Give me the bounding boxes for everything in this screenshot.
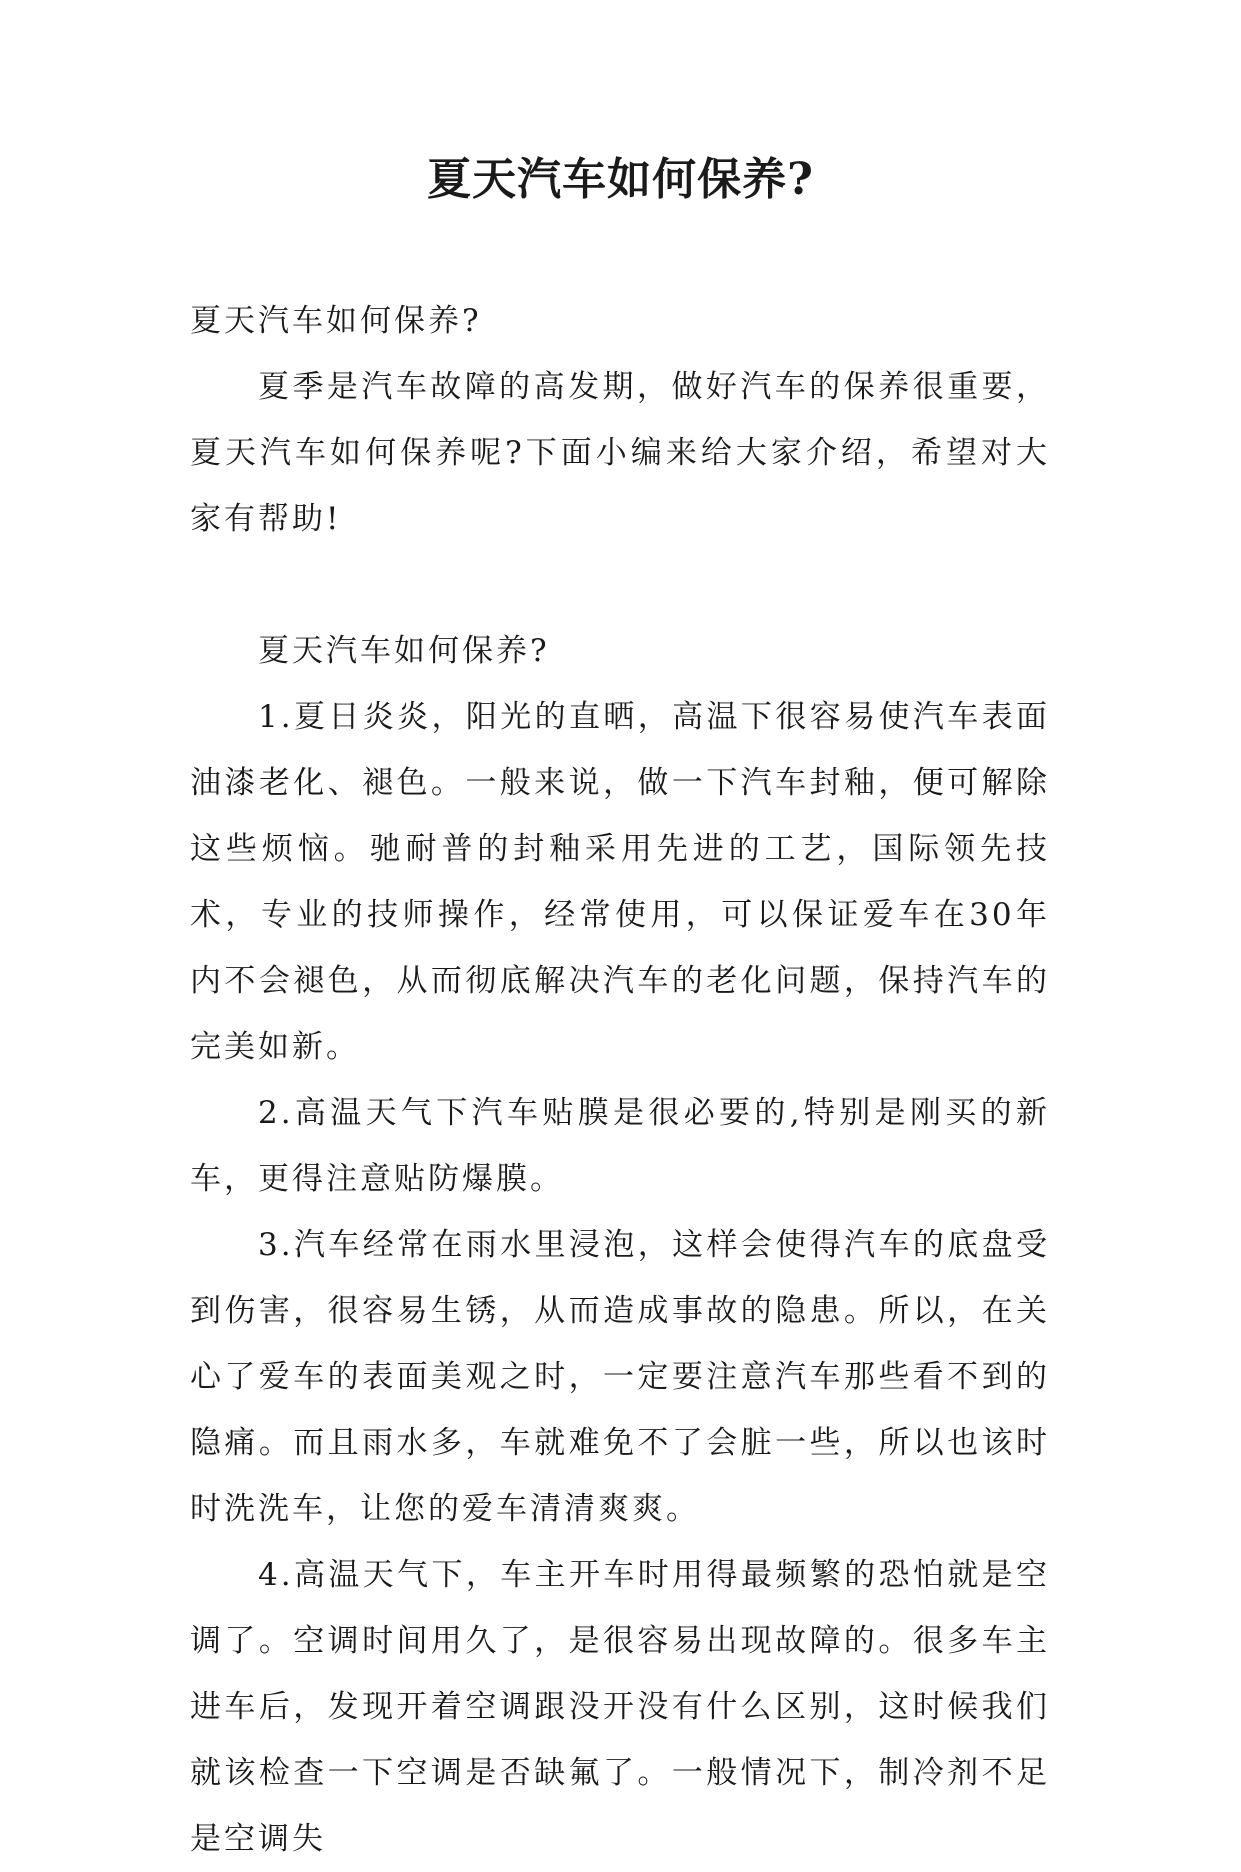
intro-paragraph: 夏季是汽车故障的高发期，做好汽车的保养很重要，夏天汽车如何保养呢?下面小编来给大家介绍，希望对大家有帮助! xyxy=(190,369,1050,537)
subtitle-line: 夏天汽车如何保养? xyxy=(190,303,482,339)
list-item: 4.高温天气下，车主开车时用得最频繁的恐怕就是空调了。空调时间用久了，是很容易出现故障的。很多车主进车后，发现开着空调跟没开没有什么区别，这时候我们就该检查一下空调是否缺氟了。一般情况下，制冷剂不足是空调失 xyxy=(190,1557,1050,1857)
list-item: 1.夏日炎炎，阳光的直晒，高温下很容易使汽车表面油漆老化、褪色。一般来说，做一下汽车封釉，便可解除这些烦恼。驰耐普的封釉采用先进的工艺，国际领先技术，专业的技师操作，经常使用，可以保证爱车在30年内不会褪色，从而彻底解决汽车的老化问题，保持汽车的完美如新。 xyxy=(190,699,1050,1065)
section-heading: 夏天汽车如何保养? xyxy=(258,633,550,669)
document-title: 夏天汽车如何保养? xyxy=(427,154,814,205)
list-item: 3.汽车经常在雨水里浸泡，这样会使得汽车的底盘受到伤害，很容易生锈，从而造成事故的隐患。所以，在关心了爱车的表面美观之时，一定要注意汽车那些看不到的隐痛。而且雨水多，车就难免不了会脏一些，所以也该时时洗洗车，让您的爱车清清爽爽。 xyxy=(190,1227,1050,1527)
document-body xyxy=(190,288,1050,1872)
paragraph-spacer xyxy=(190,552,1050,618)
list-item: 2.高温天气下汽车贴膜是很必要的,特别是刚买的新车，更得注意贴防爆膜。 xyxy=(190,1095,1050,1197)
